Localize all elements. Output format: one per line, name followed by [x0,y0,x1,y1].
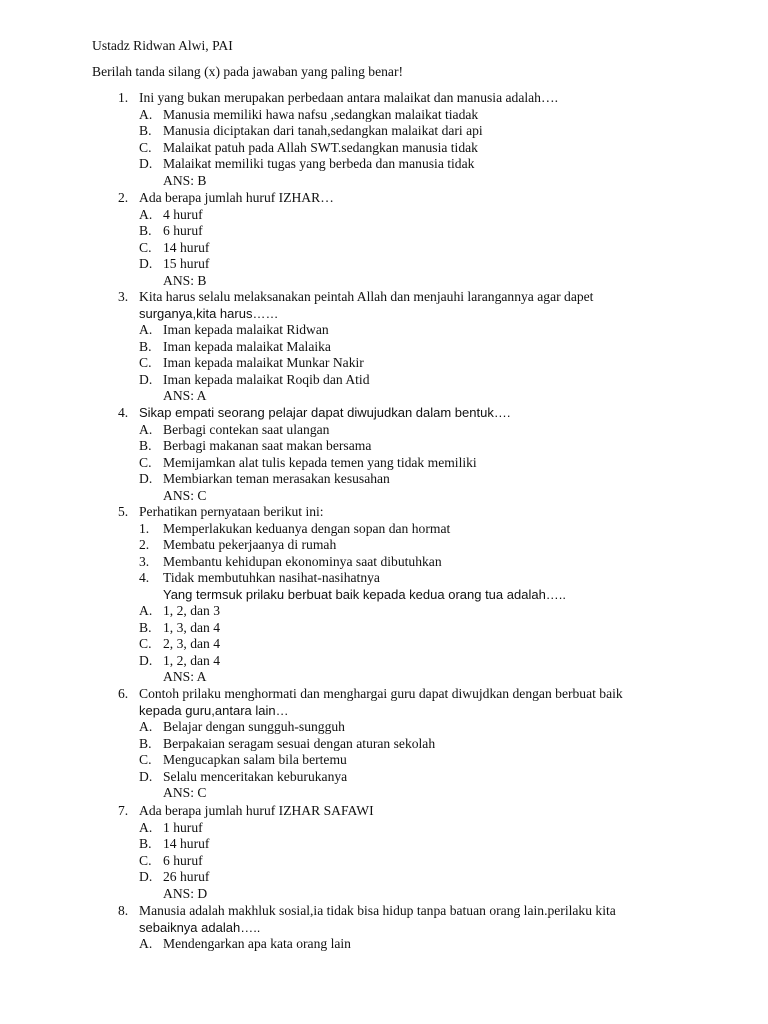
question-8 [118,903,678,953]
question-text-continued: kepada guru,antara lain… [139,702,289,718]
option-c [139,140,678,157]
option-a [139,422,678,439]
option-text: Berbagi makanan saat makan bersama [163,438,372,453]
option-letter: B. [139,123,152,138]
options [139,603,678,669]
option-a [139,820,678,837]
statement-item [139,570,678,587]
answer-key: ANS: B [163,172,207,188]
answer-key: ANS: B [163,272,207,288]
answer-key: ANS: D [163,885,208,901]
option-letter: C. [139,355,152,370]
question-text-continued: sebaiknya adalah….. [139,919,261,935]
option-text: 4 huruf [163,206,203,222]
question-followup: Yang termsuk prilaku berbuat baik kepada kedua orang tua adalah….. [163,586,567,602]
options [139,207,678,273]
option-letter: B. [139,438,152,453]
option-text: 14 huruf [163,836,210,851]
option-text: 15 huruf [163,256,210,271]
statement-number: 4. [139,570,150,585]
option-a [139,207,678,224]
option-letter: D. [139,156,153,171]
option-d [139,471,678,488]
option-text: 1, 2, dan 3 [163,603,221,618]
question-text: Sikap empati seorang pelajar dapat diwujudkan dalam bentuk…. [139,405,511,420]
option-text: Belajar dengan sungguh-sungguh [163,719,345,734]
option-letter: D. [139,652,153,668]
instruction-line: Berilah tanda silang (x) pada jawaban yang paling benar! [92,64,404,79]
question-number: 2. [118,190,129,205]
question-5 [118,504,678,686]
question-7 [118,803,678,902]
option-letter: A. [139,322,153,337]
option-a [139,719,678,736]
option-letter: B. [139,836,152,851]
statement-text: Memperlakukan keduanya dengan sopan dan hormat [163,520,451,536]
answer-key: ANS: A [163,669,207,684]
option-letter: C. [139,852,152,868]
option-text: Mendengarkan apa kata orang lain [163,936,351,951]
answer-key: ANS: C [163,487,207,503]
question-number: 7. [118,803,129,818]
options [139,322,678,388]
option-text: 6 huruf [163,852,203,868]
option-letter: B. [139,619,152,635]
option-text: 1 huruf [163,819,203,835]
option-text: 6 huruf [163,223,203,238]
options [139,820,678,886]
question-text: Contoh prilaku menghormati dan menghargai guru dapat diwujdkan dengan berbuat baik [139,686,623,701]
option-b [139,836,678,853]
option-text: Berbagi contekan saat ulangan [163,421,330,437]
option-b [139,339,678,356]
question-number: 6. [118,686,129,701]
option-text: 1, 2, dan 4 [163,652,221,668]
option-text: Mengucapkan salam bila bertemu [163,752,347,767]
option-d [139,653,678,670]
question-3 [118,289,678,405]
option-text: Malaikat patuh pada Allah SWT.sedangkan manusia tidak [163,139,478,155]
statement-text: Membatu pekerjaanya di rumah [163,537,337,552]
option-text: Memijamkan alat tulis kepada temen yang tidak memiliki [163,454,477,470]
option-a [139,322,678,339]
option-d [139,372,678,389]
option-letter: A. [139,719,153,734]
question-text-continued: surganya,kita harus…… [139,305,279,321]
question-4 [118,405,678,504]
option-letter: D. [139,471,153,486]
option-text: Selalu menceritakan keburukanya [163,768,348,784]
option-text: 26 huruf [163,869,210,884]
option-c [139,455,678,472]
option-text: Manusia diciptakan dari tanah,sedangkan malaikat dari api [163,123,483,138]
option-c [139,355,678,372]
option-letter: D. [139,768,153,784]
option-d [139,869,678,886]
option-letter: D. [139,869,153,884]
option-letter: B. [139,223,152,238]
option-c [139,240,678,257]
option-letter: B. [139,338,152,354]
option-letter: A. [139,421,153,437]
question-number: 5. [118,504,129,519]
option-letter: A. [139,106,153,122]
option-letter: C. [139,454,152,470]
option-text: Iman kepada malaikat Roqib dan Atid [163,371,370,387]
option-d [139,769,678,786]
question-2 [118,190,678,289]
option-text: Berpakaian seragam sesuai dengan aturan sekolah [163,735,436,751]
options [139,422,678,488]
options [139,936,678,953]
statement-number: 3. [139,553,150,569]
question-number: 4. [118,405,129,420]
option-letter: C. [139,636,152,651]
option-b [139,123,678,140]
question-text: Ini yang bukan merupakan perbedaan antara malaikat dan manusia adalah…. [139,90,558,105]
question-number: 3. [118,289,129,304]
statement-item [139,537,678,554]
option-letter: C. [139,752,152,767]
question-number: 1. [118,90,129,105]
option-a [139,936,678,953]
question-text: Ada berapa jumlah huruf IZHAR… [139,190,334,205]
statement-text: Membantu kehidupan ekonominya saat dibutuhkan [163,553,442,569]
option-text: Iman kepada malaikat Malaika [163,338,331,354]
option-letter: C. [139,239,152,255]
option-b [139,736,678,753]
option-text: Membiarkan teman merasakan kesusahan [163,471,390,486]
option-text: 14 huruf [163,239,210,255]
option-letter: B. [139,735,152,751]
options [139,107,678,173]
option-b [139,223,678,240]
question-text: Kita harus selalu melaksanakan peintah Allah dan menjauhi larangannya agar dapet [139,289,594,304]
option-d [139,156,678,173]
option-c [139,636,678,653]
option-b [139,620,678,637]
option-d [139,256,678,273]
option-text: 1, 3, dan 4 [163,619,221,635]
option-letter: C. [139,139,152,155]
question-text: Manusia adalah makhluk sosial,ia tidak bisa hidup tanpa batuan orang lain.perilaku kita [139,903,616,918]
statement-number: 1. [139,520,150,536]
question-1 [118,90,678,189]
answer-key: ANS: C [163,785,207,800]
options [139,719,678,785]
option-c [139,752,678,769]
option-letter: D. [139,371,153,387]
answer-key: ANS: A [163,388,207,403]
option-text: 2, 3, dan 4 [163,636,221,651]
statement-number: 2. [139,537,150,552]
author-line: Ustadz Ridwan Alwi, PAI [92,38,233,53]
option-text: Malaikat memiliki tugas yang berbeda dan manusia tidak [163,156,475,171]
question-text: Perhatikan pernyataan berikut ini: [139,504,324,519]
statement-list [139,521,678,587]
question-text: Ada berapa jumlah huruf IZHAR SAFAWI [139,803,374,818]
question-6 [118,686,678,802]
option-a [139,107,678,124]
option-text: Manusia memiliki hawa nafsu ,sedangkan malaikat tiadak [163,106,479,122]
option-letter: A. [139,603,153,618]
statement-item [139,554,678,571]
statement-text: Tidak membutuhkan nasihat-nasihatnya [163,570,380,585]
option-b [139,438,678,455]
option-letter: A. [139,819,153,835]
option-letter: D. [139,256,153,271]
statement-item [139,521,678,538]
option-c [139,853,678,870]
option-letter: A. [139,206,153,222]
option-text: Iman kepada malaikat Munkar Nakir [163,355,364,370]
option-a [139,603,678,620]
option-letter: A. [139,936,153,951]
option-text: Iman kepada malaikat Ridwan [163,322,329,337]
question-number: 8. [118,903,129,918]
